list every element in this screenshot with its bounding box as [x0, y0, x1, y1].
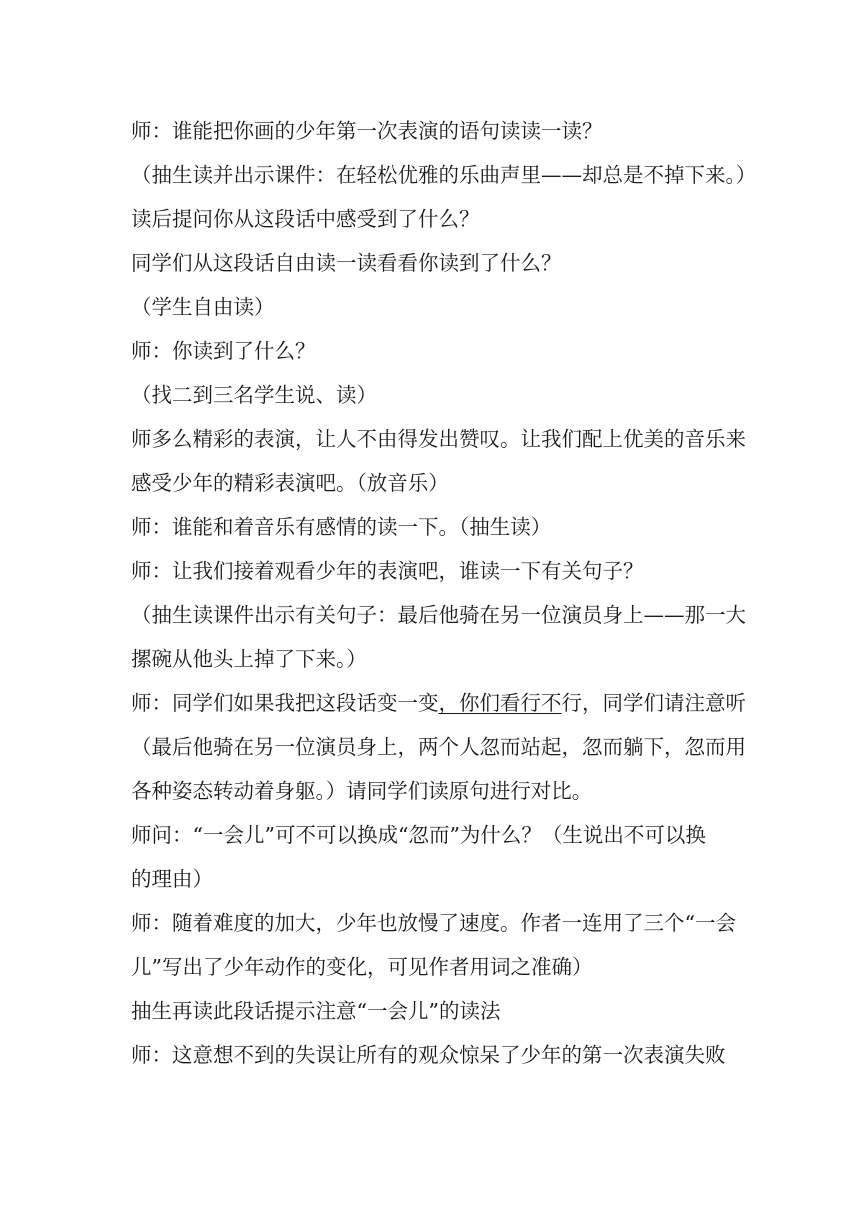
text-run: （最后他骑在另一位演员身上，两个人忽而站起，忽而躺下，忽而用: [131, 735, 746, 759]
text-run: 儿”写出了少年动作的变化，可见作者用词之准确）: [131, 955, 593, 979]
text-run: 师：谁能和着音乐有感情的读一下。（抽生读）: [131, 515, 552, 539]
text-run: （抽生读并出示课件：在轻松优雅的乐曲声里——却总是不掉下来。）: [131, 163, 757, 187]
text-line: [131, 329, 741, 373]
text-run: 师：同学们如果我把这段话变一变: [131, 691, 439, 715]
text-line: [131, 109, 741, 153]
text-line: [131, 989, 741, 1033]
document-body: [131, 109, 757, 1077]
text-line: [131, 637, 741, 681]
text-line: [131, 681, 746, 725]
text-run: 读后提问你从这段话中感受到了什么？: [131, 207, 480, 231]
text-line: [131, 417, 746, 461]
text-line: [131, 725, 746, 769]
text-run: 师：谁能把你画的少年第一次表演的语句读读一读？: [131, 119, 603, 143]
text-line: [131, 197, 741, 241]
text-line: [131, 813, 741, 857]
text-line: [131, 549, 741, 593]
text-run: 各种姿态转动着身躯。）请同学们读原句进行对比。: [131, 779, 593, 803]
text-line: [131, 285, 741, 329]
text-run: 师问：“一会儿”可不可以换成“忽而”为什么？（生说出不可以换: [131, 823, 706, 847]
text-run: 师：让我们接着观看少年的表演吧，谁读一下有关句子？: [131, 559, 644, 583]
text-line: [131, 153, 757, 197]
text-run: 师：随着难度的加大，少年也放慢了速度。作者一连用了三个“一会: [131, 911, 736, 935]
text-run: 师多么精彩的表演，让人不由得发出赞叹。让我们配上优美的音乐来: [131, 427, 746, 451]
text-line: [131, 505, 741, 549]
text-line: [131, 769, 741, 813]
text-run: 摞碗从他头上掉了下来。）: [131, 647, 367, 671]
text-run: （找二到三名学生说、读）: [131, 383, 377, 407]
text-line: [131, 857, 741, 901]
text-line: [131, 1033, 741, 1077]
text-line: [131, 241, 741, 285]
text-line: [131, 373, 741, 417]
text-run: （学生自由读）: [131, 295, 275, 319]
text-run: 师：这意想不到的失误让所有的观众惊呆了少年的第一次表演失败: [131, 1043, 726, 1067]
text-run: 师：你读到了什么？: [131, 339, 316, 363]
text-line: [131, 593, 746, 637]
text-run: 同学们从这段话自由读一读看看你读到了什么？: [131, 251, 562, 275]
text-run: 感受少年的精彩表演吧。（放音乐）: [131, 471, 449, 495]
text-run: 抽生再读此段话提示注意“一会儿”的读法: [131, 999, 501, 1023]
text-run: 行，同学们请注意听: [561, 691, 746, 715]
text-line: [131, 461, 741, 505]
text-run: （抽生读课件出示有关句子：最后他骑在另一位演员身上——那一大: [131, 603, 746, 627]
text-line: [131, 945, 741, 989]
underlined-text: ，你们看行不: [438, 691, 562, 715]
text-line: [131, 901, 741, 945]
text-run: 的理由）: [131, 867, 213, 891]
